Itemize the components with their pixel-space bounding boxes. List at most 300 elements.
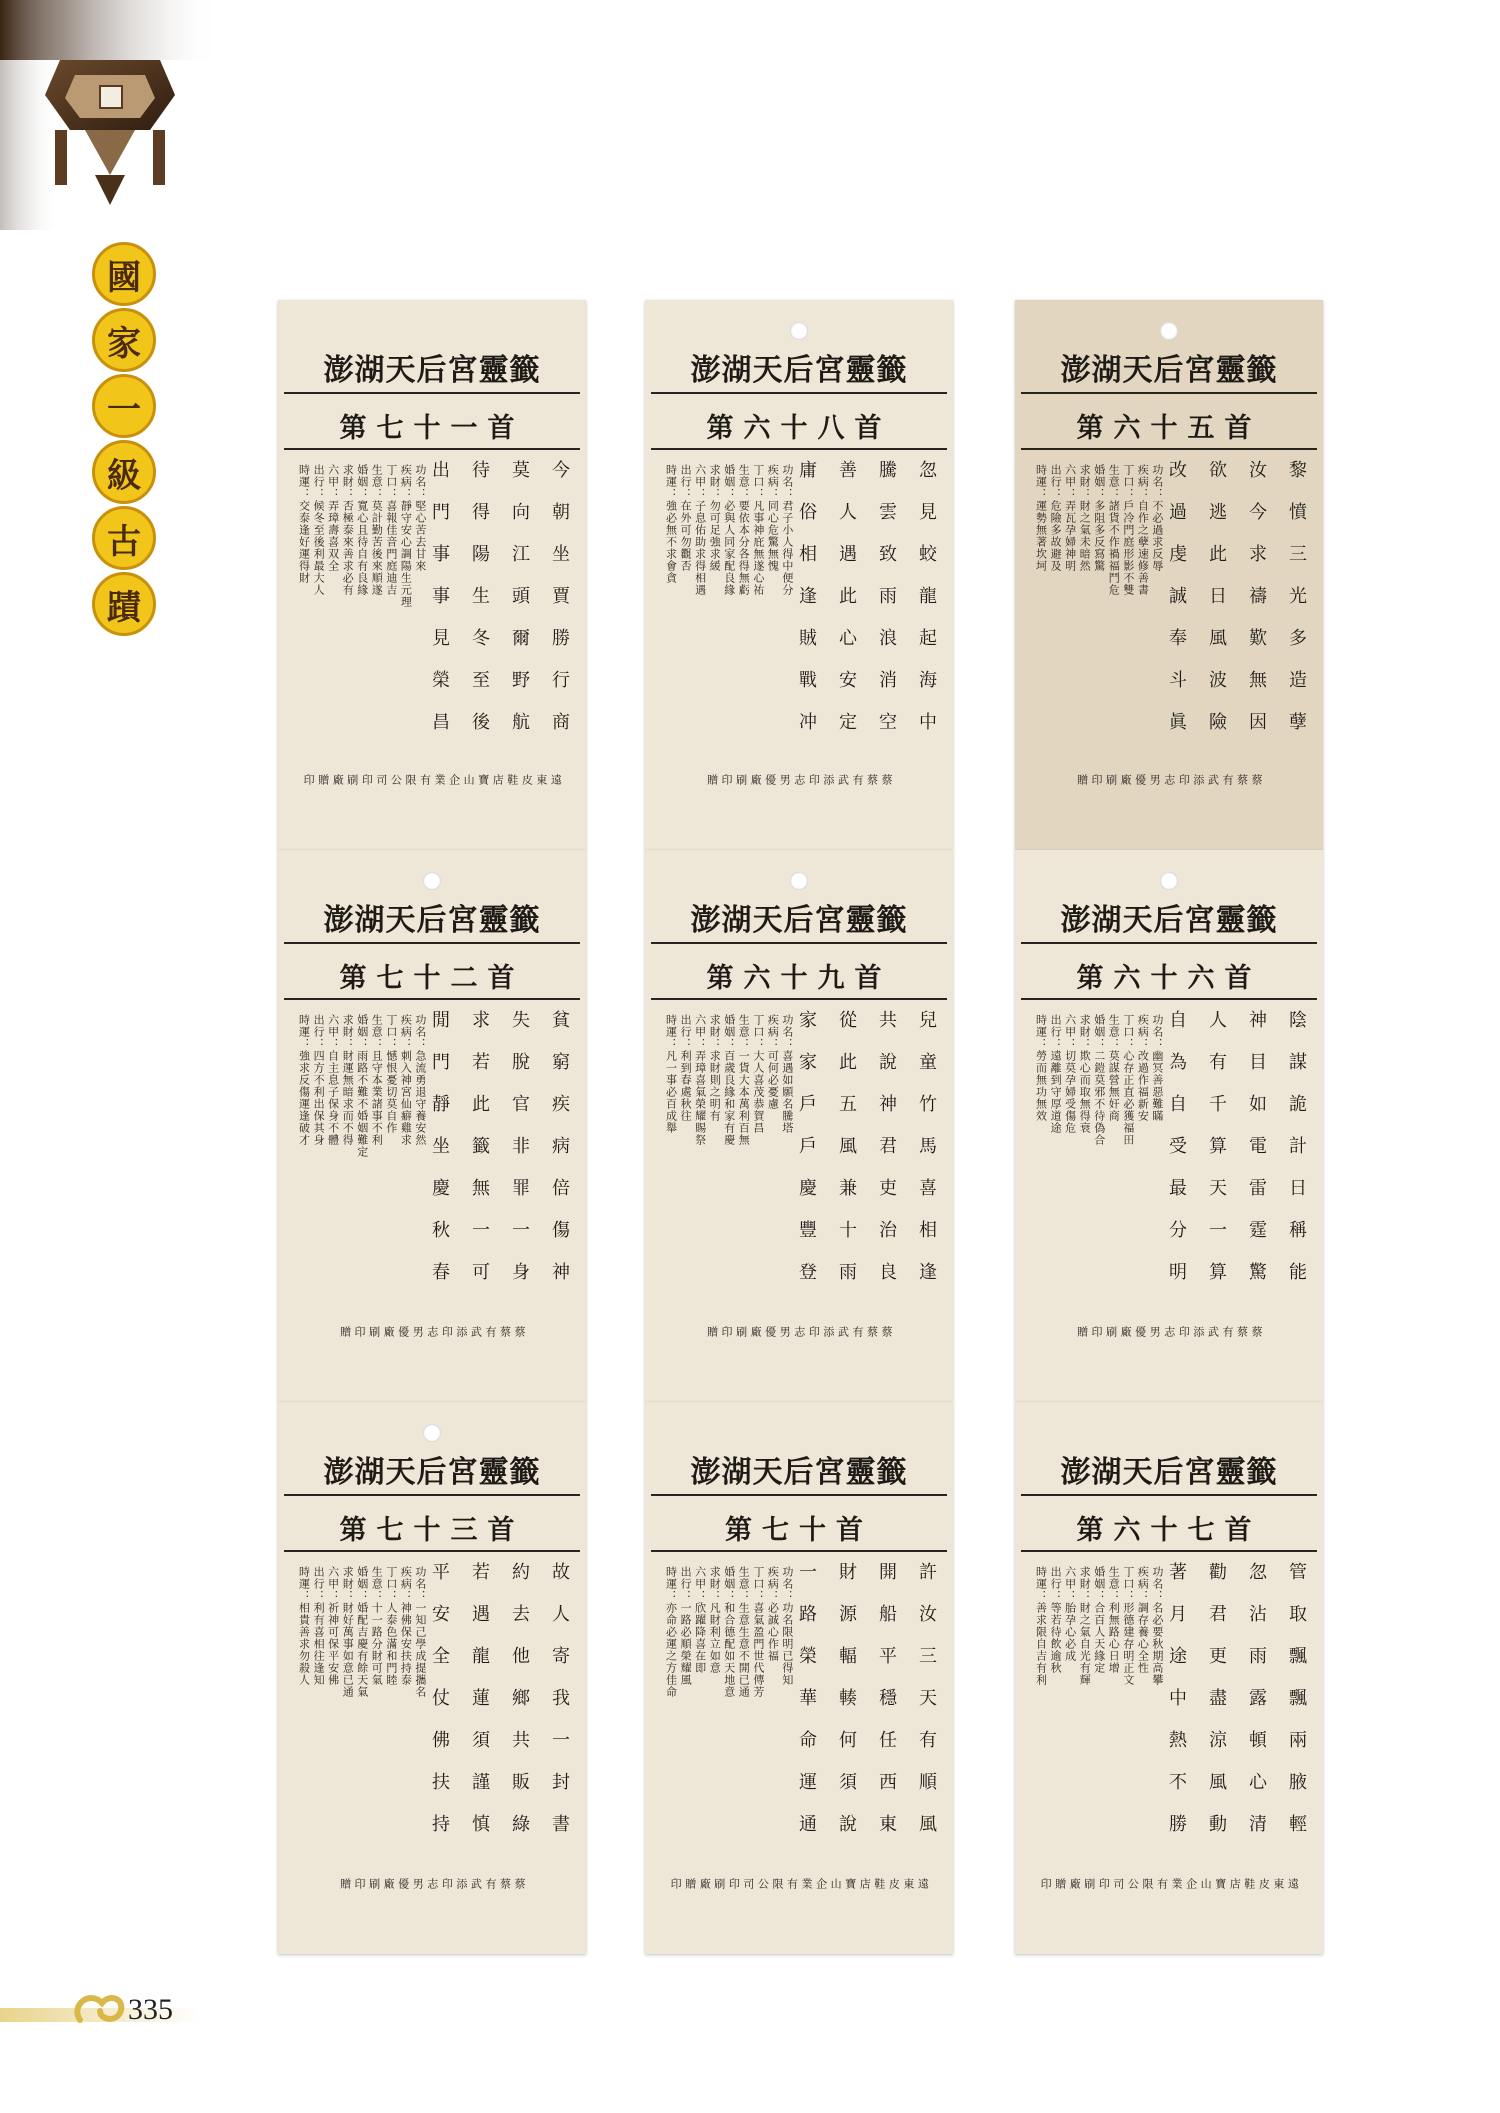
imprint-char: 蔡 — [865, 1326, 879, 1337]
imprint-char: 鞋 — [1242, 1878, 1256, 1889]
imprint-char: 廠 — [382, 1326, 396, 1337]
page-number: 335 — [128, 1993, 173, 2026]
slip-body — [278, 1562, 586, 1874]
imprint-char: 公 — [1126, 1878, 1140, 1889]
printer-imprint — [1015, 774, 1323, 834]
imprint-char: 印 — [1039, 1878, 1053, 1889]
interpretation-note: 功名：功名限明已得知 — [780, 1566, 794, 1686]
imprint-char: 蔡 — [498, 1878, 512, 1889]
poem-lines — [426, 460, 572, 754]
interpretation-note: 出行：在外可勿觀否 — [679, 464, 693, 572]
interpretation-note: 婚姻：百歲良緣和家有慶 — [722, 1014, 736, 1146]
imprint-char: 印 — [353, 1878, 367, 1889]
interpretation-note: 丁口：憾恨憂切莫自作 — [384, 1014, 398, 1134]
imprint-char: 印 — [360, 774, 374, 785]
fortune-slip-card — [645, 300, 953, 850]
imprint-char: 寶 — [843, 1878, 857, 1889]
imprint-char: 企 — [447, 774, 461, 785]
slip-title: 澎湖天后宮靈籤 — [690, 353, 908, 388]
interpretation-note: 婚姻：和合德配如天地意 — [722, 1566, 736, 1698]
poem-line: 閒門靜坐慶秋春 — [429, 1010, 450, 1304]
imprint-char: 印 — [302, 774, 316, 785]
imprint-char: 優 — [1133, 1326, 1147, 1337]
divider — [651, 1494, 947, 1496]
interpretation-note: 出行：候冬至後利最大人 — [312, 464, 326, 596]
imprint-char: 男 — [1148, 774, 1162, 785]
printer-imprint — [645, 1326, 953, 1386]
imprint-char: 贈 — [316, 774, 330, 785]
imprint-char: 刷 — [734, 774, 748, 785]
imprint-char: 印 — [353, 1326, 367, 1337]
printer-imprint — [278, 774, 586, 834]
interpretation-note: 丁口：喜報佳音門庭迪吉 — [384, 464, 398, 596]
divider — [651, 998, 947, 1000]
interpretation-note: 功名：不必過求反辱 — [1150, 464, 1164, 572]
imprint-char: 武 — [469, 1326, 483, 1337]
interpretation-note: 六甲：子息佑助求得相遇 — [693, 464, 707, 596]
imprint-char: 添 — [454, 1878, 468, 1889]
interpretation-note: 疾病：自作之孽速修善書 — [1136, 464, 1150, 596]
fortune-slip-card — [278, 850, 586, 1402]
interpretation-note: 功名：急流勇退守養安然 — [413, 1014, 427, 1146]
printer-imprint — [278, 1326, 586, 1386]
poem-line: 許汝三天有順風 — [916, 1562, 937, 1856]
imprint-char: 公 — [389, 774, 403, 785]
imprint-char: 鞋 — [872, 1878, 886, 1889]
imprint-char: 皮 — [520, 774, 534, 785]
imprint-char: 刷 — [345, 774, 359, 785]
imprint-char: 印 — [669, 1878, 683, 1889]
interpretation-note: 求財：欺心而取無得衰 — [1078, 1014, 1092, 1134]
fortune-slip-card — [1015, 1402, 1323, 1954]
interpretation-note: 丁口：凡事神庇無遂心祐 — [751, 464, 765, 596]
poem-line: 管取飄飄兩腋輕 — [1286, 1562, 1307, 1856]
divider — [651, 448, 947, 450]
poem-line: 黎憤三光多造孽 — [1286, 460, 1307, 754]
title-char: 一 — [92, 374, 156, 438]
imprint-char: 添 — [821, 774, 835, 785]
poem-lines — [793, 1010, 939, 1304]
imprint-char: 店 — [1228, 1878, 1242, 1889]
slip-number: 第七十二首 — [339, 963, 525, 994]
interpretation-note: 婚姻：雨路不難不婚姻難定 — [355, 1014, 369, 1158]
imprint-char: 贈 — [338, 1326, 352, 1337]
interpretation-note: 生意：生意生意不開已通 — [737, 1566, 751, 1698]
imprint-char: 蔡 — [865, 774, 879, 785]
interpretation-note: 六甲：弄璋喜氣榮耀賜祭 — [693, 1014, 707, 1146]
interpretation-note: 功名：一知己學成提攜名 — [413, 1566, 427, 1698]
imprint-char: 東 — [1271, 1878, 1285, 1889]
poem-lines — [793, 460, 939, 754]
imprint-char: 志 — [1162, 1326, 1176, 1337]
title-char: 家 — [92, 308, 156, 372]
divider — [1021, 1550, 1317, 1552]
interpretation-note: 時運：勞而無功無效 — [1034, 1014, 1048, 1122]
imprint-char: 司 — [374, 774, 388, 785]
imprint-char: 廠 — [1068, 1878, 1082, 1889]
imprint-char: 添 — [454, 1326, 468, 1337]
imprint-char: 寶 — [1213, 1878, 1227, 1889]
interpretation-note: 功名：幽冥善惡難瞞 — [1150, 1014, 1164, 1122]
imprint-char: 男 — [1148, 1326, 1162, 1337]
interpretation-note: 疾病：改過作福新安 — [1136, 1014, 1150, 1122]
slip-number: 第七十首 — [725, 1515, 873, 1546]
imprint-char: 蔡 — [880, 774, 894, 785]
imprint-char: 優 — [396, 1326, 410, 1337]
poem-line: 平安全仗佛扶持 — [429, 1562, 450, 1856]
slip-number: 第六十五首 — [1076, 413, 1262, 444]
imprint-char: 志 — [425, 1326, 439, 1337]
interpretation-note: 出行：利到春處秋往 — [679, 1014, 693, 1122]
imprint-char: 優 — [763, 774, 777, 785]
imprint-char: 蔡 — [1250, 774, 1264, 785]
poem-line: 神目如電雷霆驚 — [1246, 1010, 1267, 1304]
interpretation-note: 疾病：必誠心作福 — [766, 1566, 780, 1662]
interpretation-note: 生意：莫謀營無奸商 — [1107, 1014, 1121, 1122]
poem-line: 共說神君吏治良 — [876, 1010, 897, 1304]
poem-lines — [1163, 1010, 1309, 1304]
interpretation-notes — [1035, 1014, 1163, 1146]
imprint-char: 印 — [440, 1878, 454, 1889]
imprint-char: 企 — [814, 1878, 828, 1889]
interpretation-note: 出行：等若待飲逾秋 — [1049, 1566, 1063, 1674]
cloud-ornament-icon — [70, 1985, 130, 2035]
interpretation-note: 求財：財之氣自光有輝 — [1078, 1566, 1092, 1686]
imprint-char: 限 — [403, 774, 417, 785]
imprint-char: 志 — [792, 1326, 806, 1337]
poem-lines — [1163, 1562, 1309, 1856]
poem-line: 今朝坐賈勝行商 — [549, 460, 570, 754]
imprint-char: 印 — [1090, 1326, 1104, 1337]
interpretation-note: 婚姻：婚配吉慶有餘天氣 — [355, 1566, 369, 1698]
imprint-char: 刷 — [1082, 1878, 1096, 1889]
imprint-char: 有 — [418, 774, 432, 785]
poem-line: 莫向江頭爾野航 — [509, 460, 530, 754]
imprint-char: 印 — [807, 1326, 821, 1337]
fortune-slip-card — [278, 300, 586, 850]
interpretation-note: 時運：強必無不求會貪 — [664, 464, 678, 584]
imprint-char: 限 — [1140, 1878, 1154, 1889]
string-hole — [423, 1424, 441, 1442]
imprint-char: 贈 — [683, 1878, 697, 1889]
imprint-char: 贈 — [705, 1326, 719, 1337]
fortune-slip-card — [278, 1402, 586, 1954]
divider — [284, 1494, 580, 1496]
imprint-char: 遠 — [549, 774, 563, 785]
imprint-char: 男 — [778, 774, 792, 785]
interpretation-note: 時運：運勢無著坎坷 — [1034, 464, 1048, 572]
imprint-char: 廠 — [331, 774, 345, 785]
interpretation-note: 疾病：靜守安心調陽生元理 — [399, 464, 413, 608]
fortune-slip-card — [645, 850, 953, 1402]
slip-number: 第七十一首 — [339, 413, 525, 444]
imprint-char: 贈 — [1075, 774, 1089, 785]
imprint-char: 印 — [440, 1326, 454, 1337]
interpretation-note: 時運：強求反傷運逢破才 — [297, 1014, 311, 1146]
imprint-char: 優 — [1133, 774, 1147, 785]
imprint-char: 印 — [1177, 1326, 1191, 1337]
imprint-char: 添 — [1191, 774, 1205, 785]
poem-line: 開船平穩任西東 — [876, 1562, 897, 1856]
poem-lines — [426, 1010, 572, 1304]
imprint-char: 印 — [720, 774, 734, 785]
divider — [651, 1550, 947, 1552]
poem-line: 待得陽生冬至後 — [469, 460, 490, 754]
imprint-char: 山 — [462, 774, 476, 785]
interpretation-note: 出行：遠離到守厚道途 — [1049, 1014, 1063, 1134]
imprint-char: 店 — [858, 1878, 872, 1889]
imprint-char: 皮 — [1257, 1878, 1271, 1889]
slip-title: 澎湖天后宮靈籤 — [690, 903, 908, 938]
interpretation-note: 時運：善求限自吉有利 — [1034, 1566, 1048, 1686]
imprint-char: 業 — [800, 1878, 814, 1889]
interpretation-note: 丁口：大人喜茂恭賀昌 — [751, 1014, 765, 1134]
slip-body — [1015, 460, 1323, 770]
interpretation-note: 生意：利無路心日增 — [1107, 1566, 1121, 1674]
poem-line: 家家戶戶慶豐登 — [796, 1010, 817, 1304]
interpretation-note: 時運：亦命必運之方佳命 — [664, 1566, 678, 1698]
interpretation-note: 時運：凡一事必百成舉 — [664, 1014, 678, 1134]
slip-title: 澎湖天后宮靈籤 — [323, 903, 541, 938]
imprint-char: 添 — [1191, 1326, 1205, 1337]
poem-line: 善人遇此心安定 — [836, 460, 857, 754]
imprint-char: 東 — [901, 1878, 915, 1889]
imprint-char: 有 — [1155, 1878, 1169, 1889]
poem-line: 忽沾雨露頓心清 — [1246, 1562, 1267, 1856]
imprint-char: 武 — [1206, 774, 1220, 785]
interpretation-note: 疾病：同心危驚無愧 — [766, 464, 780, 572]
string-hole — [1160, 872, 1178, 890]
imprint-char: 蔡 — [880, 1326, 894, 1337]
interpretation-note: 六甲：自主息子保身不體 — [326, 1014, 340, 1146]
interpretation-note: 丁口：形德建存明正文 — [1121, 1566, 1135, 1686]
poem-line: 故人寄我一封書 — [549, 1562, 570, 1856]
printer-imprint — [645, 1878, 953, 1938]
fortune-slip-card — [1015, 850, 1323, 1402]
section-title-vertical — [92, 242, 156, 638]
imprint-char: 有 — [850, 774, 864, 785]
string-hole — [423, 872, 441, 890]
imprint-char: 有 — [483, 1326, 497, 1337]
printer-imprint — [645, 774, 953, 834]
interpretation-note: 功名：名必要秋期高攀 — [1150, 1566, 1164, 1686]
interpretation-note: 求財：財好萬事如意已通 — [341, 1566, 355, 1698]
slip-title: 澎湖天后宮靈籤 — [690, 1455, 908, 1490]
interpretation-note: 婚姻：寬心且待自有良緣 — [355, 464, 369, 596]
slip-body — [645, 1562, 953, 1874]
poem-line: 財源輻輳何須說 — [836, 1562, 857, 1856]
slip-title: 澎湖天后宮靈籤 — [1060, 1455, 1278, 1490]
title-char: 古 — [92, 506, 156, 570]
interpretation-note: 丁口：人泰色滿和門睦 — [384, 1566, 398, 1686]
imprint-char: 刷 — [1104, 774, 1118, 785]
imprint-char: 公 — [756, 1878, 770, 1889]
title-char: 級 — [92, 440, 156, 504]
slip-title: 澎湖天后宮靈籤 — [1060, 353, 1278, 388]
slip-body — [278, 460, 586, 770]
divider — [1021, 392, 1317, 394]
imprint-char: 山 — [1199, 1878, 1213, 1889]
poem-line: 自為自受最分明 — [1166, 1010, 1187, 1304]
poem-line: 一路榮華命運通 — [796, 1562, 817, 1856]
slip-number: 第七十三首 — [339, 1515, 525, 1546]
poem-line: 人有千算天一算 — [1206, 1010, 1227, 1304]
poem-line: 著月途中熱不勝 — [1166, 1562, 1187, 1856]
poem-line: 勸君更盡涼風動 — [1206, 1562, 1227, 1856]
interpretation-notes — [1035, 464, 1163, 596]
imprint-char: 廠 — [1119, 774, 1133, 785]
imprint-char: 業 — [433, 774, 447, 785]
slip-body — [1015, 1010, 1323, 1322]
imprint-char: 刷 — [734, 1326, 748, 1337]
slip-body — [1015, 1562, 1323, 1874]
interpretation-notes — [1035, 1566, 1163, 1686]
divider — [284, 448, 580, 450]
interpretation-notes — [298, 1566, 426, 1698]
divider — [651, 942, 947, 944]
imprint-char: 添 — [821, 1326, 835, 1337]
interpretation-note: 出行：一路必順榮耀風 — [679, 1566, 693, 1686]
interpretation-note: 求財：凡財利立如意 — [708, 1566, 722, 1674]
slip-number: 第六十八首 — [706, 413, 892, 444]
interpretation-note: 出行：四方不利出保其身 — [312, 1014, 326, 1146]
printer-imprint — [1015, 1326, 1323, 1386]
interpretation-note: 六甲：欣躍降喜在即 — [693, 1566, 707, 1674]
imprint-char: 刷 — [1104, 1326, 1118, 1337]
poem-line: 庸俗相逢賊戰冲 — [796, 460, 817, 754]
interpretation-note: 婚姻：必與人同家配良緣 — [722, 464, 736, 596]
imprint-char: 刷 — [367, 1878, 381, 1889]
interpretation-note: 求財：財運無暗求而不得 — [341, 1014, 355, 1146]
divider — [1021, 942, 1317, 944]
interpretation-note: 丁口：喜氣盈門世代傳芳 — [751, 1566, 765, 1698]
interpretation-note: 時運：交泰逢好運得財 — [297, 464, 311, 584]
fortune-slip-card — [645, 1402, 953, 1954]
poem-lines — [1163, 460, 1309, 754]
imprint-char: 廠 — [1119, 1326, 1133, 1337]
interpretation-note: 生意：諸貨不作禍福鬥危 — [1107, 464, 1121, 596]
poem-line: 約去他鄉共販綠 — [509, 1562, 530, 1856]
divider — [1021, 1494, 1317, 1496]
imprint-char: 有 — [1220, 774, 1234, 785]
imprint-char: 蔡 — [1235, 1326, 1249, 1337]
interpretation-note: 生意：且守本業諸事不利 — [370, 1014, 384, 1146]
imprint-char: 廠 — [382, 1878, 396, 1889]
interpretation-note: 婚姻：合百人天緣定 — [1092, 1566, 1106, 1674]
imprint-char: 武 — [1206, 1326, 1220, 1337]
slip-title: 澎湖天后宮靈籤 — [1060, 903, 1278, 938]
interpretation-note: 疾病：神佛保安扶持泰 — [399, 1566, 413, 1686]
poem-line: 改過虔誠奉斗眞 — [1166, 460, 1187, 754]
imprint-char: 有 — [483, 1878, 497, 1889]
interpretation-note: 六甲：弄璋壽喜双全 — [326, 464, 340, 572]
poem-line: 貧窮疾病倍傷神 — [549, 1010, 570, 1304]
interpretation-note: 求財：求財則之明有 — [708, 1014, 722, 1122]
imprint-char: 蔡 — [513, 1326, 527, 1337]
interpretation-note: 丁口：戶冷門庭形影不雙 — [1121, 464, 1135, 596]
imprint-char: 印 — [807, 774, 821, 785]
poem-line: 騰雲致雨浪消空 — [876, 460, 897, 754]
imprint-char: 武 — [469, 1878, 483, 1889]
imprint-char: 志 — [1162, 774, 1176, 785]
interpretation-note: 出行：利有喜相往逢知 — [312, 1566, 326, 1686]
interpretation-notes — [665, 1014, 793, 1146]
imprint-char: 業 — [1170, 1878, 1184, 1889]
imprint-char: 蔡 — [498, 1326, 512, 1337]
imprint-char: 武 — [836, 774, 850, 785]
slip-number: 第六十七首 — [1076, 1515, 1262, 1546]
divider — [284, 942, 580, 944]
string-hole — [790, 322, 808, 340]
imprint-char: 蔡 — [513, 1878, 527, 1889]
interpretation-note: 疾病：可何必憂慮 — [766, 1014, 780, 1110]
interpretation-note: 求財：財之氣未暗然 — [1078, 464, 1092, 572]
imprint-char: 廠 — [698, 1878, 712, 1889]
imprint-char: 皮 — [887, 1878, 901, 1889]
interpretation-notes — [665, 464, 793, 596]
imprint-char: 男 — [778, 1326, 792, 1337]
poem-line: 求若此籤無一可 — [469, 1010, 490, 1304]
interpretation-note: 疾病：刺入神宮仙癖雞求 — [399, 1014, 413, 1146]
temple-eave-illustration — [0, 0, 220, 230]
title-char: 蹟 — [92, 572, 156, 636]
slip-title: 澎湖天后宮靈籤 — [323, 1455, 541, 1490]
interpretation-note: 求財：否極泰來善求必有 — [341, 464, 355, 596]
imprint-char: 男 — [411, 1878, 425, 1889]
imprint-char: 男 — [411, 1326, 425, 1337]
imprint-char: 印 — [1177, 774, 1191, 785]
interpretation-note: 六甲：弄瓦孕婦神明 — [1063, 464, 1077, 572]
imprint-char: 志 — [792, 774, 806, 785]
interpretation-note: 時運：相貴善求勿殺人 — [297, 1566, 311, 1686]
string-hole — [1160, 322, 1178, 340]
printer-imprint — [1015, 1878, 1323, 1938]
poem-line: 汝今求禱歎無因 — [1246, 460, 1267, 754]
poem-line: 出門事事見榮昌 — [429, 460, 450, 754]
imprint-char: 寶 — [476, 774, 490, 785]
slip-number: 第六十九首 — [706, 963, 892, 994]
imprint-char: 遠 — [916, 1878, 930, 1889]
imprint-char: 山 — [829, 1878, 843, 1889]
interpretation-note: 六甲：胎孕心必成 — [1063, 1566, 1077, 1662]
divider — [284, 392, 580, 394]
imprint-char: 有 — [850, 1326, 864, 1337]
imprint-char: 蔡 — [1250, 1326, 1264, 1337]
interpretation-notes — [298, 1014, 426, 1158]
interpretation-notes — [298, 464, 426, 608]
imprint-char: 蔡 — [1235, 774, 1249, 785]
imprint-char: 印 — [727, 1878, 741, 1889]
imprint-char: 遠 — [1286, 1878, 1300, 1889]
imprint-char: 廠 — [749, 774, 763, 785]
slip-title: 澎湖天后宮靈籤 — [323, 353, 541, 388]
printer-imprint — [278, 1878, 586, 1938]
imprint-char: 印 — [1097, 1878, 1111, 1889]
imprint-char: 志 — [425, 1878, 439, 1889]
poem-lines — [426, 1562, 572, 1856]
imprint-char: 贈 — [1053, 1878, 1067, 1889]
interpretation-note: 丁口：心存正直必獲福田 — [1121, 1014, 1135, 1146]
slip-body — [278, 1010, 586, 1322]
imprint-char: 企 — [1184, 1878, 1198, 1889]
title-char: 國 — [92, 242, 156, 306]
imprint-char: 刷 — [712, 1878, 726, 1889]
interpretation-note: 六甲：祈神可保平安佛 — [326, 1566, 340, 1686]
imprint-char: 廠 — [749, 1326, 763, 1337]
interpretation-note: 疾病：調存養心全性 — [1136, 1566, 1150, 1674]
imprint-char: 店 — [491, 774, 505, 785]
imprint-char: 優 — [396, 1878, 410, 1889]
